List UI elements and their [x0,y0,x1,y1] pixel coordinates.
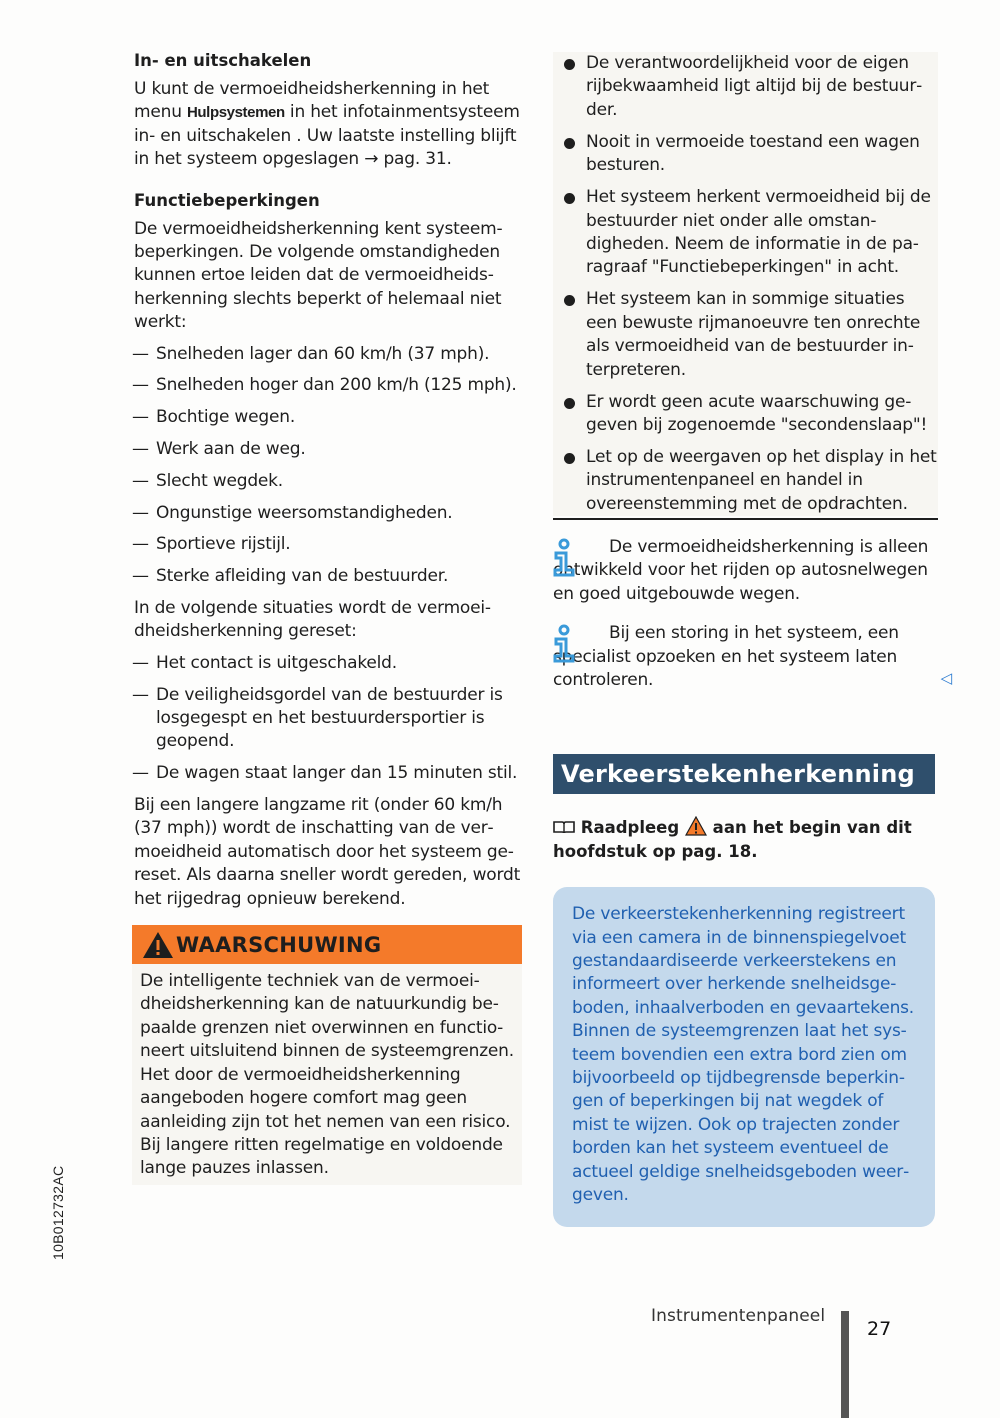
list-item: — Sterke afleiding van de bestuurder. [132,566,449,587]
list-item: — Sportieve rijstijl. [132,534,291,555]
reset-intro: In de volgende situaties wordt de vermoeidheidsherkenning gereset: [134,598,492,642]
list-item: De verantwoordelijkheid voor de eigen rijbekwaamheid ligt altijd bij de bestuurder. [553,52,938,122]
warning-box [132,925,522,1185]
list-item: Let op de weergaven op het display in het instrumentenpaneel en handel in overeenstemming met de opdrachten. [553,446,938,516]
warning-header [132,925,522,964]
info-icon [553,624,575,664]
info-icon [553,538,575,578]
limitations-intro: De vermoeidheidsherkenning kent systeembeperkingen. De volgende omstandigheden kunnen ertoe leiden dat de vermoeidheidsherkenning slechts beperkt of helemaal niet werkt: [134,218,503,333]
section-heading-limitations: Functiebeperkingen [134,190,320,210]
bullet-icon [564,59,575,70]
toggle-text-start: U kunt de vermoeidheidsherkenning in het menu [134,79,490,123]
list-item: Het systeem kan in sommige situaties een bewuste rijmanoeuvre ten onrechte als vermoeidheid van de bestuurder interpreteren. [553,288,938,382]
warning-end-rule [553,518,938,520]
list-item: — Bochtige wegen. [132,407,296,428]
list-item: — Het contact is uitgeschakeld. [132,652,397,673]
footer-divider [841,1311,849,1418]
warning-text: De intelligente techniek van de vermoeidheidsherkenning kan de natuurkundig bepaalde grenzen niet overwinnen en functioneert uitsluitend binnen de systeemgrenzen. Het door de vermoeidheidsherkenning aangeboden hogere comfort mag geen aanleiding zijn tot het nemen van een risico. Bij langere ritten regelmatige en voldoende lange pauzes inlassen. [132,964,522,1185]
section-heading-toggle: In- en uitschakelen [134,51,312,70]
list-item: — Snelheden lager dan 60 km/h (37 mph). [132,343,490,364]
right-column [553,52,952,1227]
bullet-icon [564,453,575,464]
warning-bullets [553,52,938,516]
consult-reference: Raadpleeg aan het begin van dit hoofdstuk op pag. 18. [553,818,912,861]
list-item: — De veiligheidsgordel van de bestuurder is losgegespt en het bestuurdersportier is geopend. [132,684,503,752]
slow-drive-paragraph: Bij een langere langzame rit (onder 60 km/h (37 mph)) wordt de inschatting van de vermoeidheid automatisch door het systeem gereset. Als daarna sneller wordt gereden, wordt het rijgedrag opnieuw berekend. [134,795,521,909]
book-icon [553,820,575,834]
menu-name: Hulpsystemen [186,104,285,122]
list-item: — Werk aan de weg. [132,439,306,460]
bullet-icon [564,138,575,149]
info-note-text: Bij een storing in het systeem, een specialist opzoeken en het systeem laten controleren. [553,623,899,690]
chapter-title: Instrumentenpaneel [651,1306,826,1326]
warning-triangle-icon [685,816,707,836]
warning-triangle-icon [142,930,174,960]
reset-list [132,652,522,786]
intro-box: De verkeerstekenherkenning registreert via een camera in de binnenspiegelvoet gestandaardiseerde verkeerstekens en informeert over herkende snelheidsgeboden, inhaalverboden en gevaartekens. Binnen de systeemgrenzen laat het systeem bovendien een extra bord zien om bijvoorbeeld op tijdbegrensde beperkingen of beperkingen bij nat wegdek of mist te wijzen. Ook op trajecten zonder borden kan het systeem eventueel de actueel geldige snelheidsgeboden weergeven. [553,887,935,1227]
list-item: — Ongunstige weersomstandigheden. [132,502,453,523]
limitations-list [132,343,522,589]
left-column [132,50,522,1185]
toggle-text-end: in het infotainmentsysteem in- en uitschakelen . Uw laatste instelling blijft in het systeem opgeslagen → pag. 31. [134,102,520,170]
info-note [553,536,938,606]
document-code: 10B012732AC [50,1165,66,1260]
page-number: 27 [867,1318,892,1340]
bullet-icon [564,398,575,409]
list-item: — Snelheden hoger dan 200 km/h (125 mph). [132,375,517,396]
list-item: Nooit in vermoeide toestand een wagen besturen. [553,131,938,178]
toggle-paragraph [134,78,522,172]
section-title: Verkeerstekenherkenning [553,754,935,794]
list-item: Het systeem herkent vermoeidheid bij de bestuurder niet onder alle omstandigheden. Neem de informatie in de paragraaf "Functiebeperkingen" in acht. [553,186,938,280]
list-item: — De wagen staat langer dan 15 minuten stil. [132,763,518,784]
list-item: Er wordt geen acute waarschuwing gegeven bij zogenoemde "secondenslaap"! [553,391,938,438]
info-note-text: De vermoeidheidsherkenning is alleen ontwikkeld voor het rijden op autosnelwegen en goed uitgebouwde wegen. [553,536,929,604]
section-end-arrow-icon: ◁ [940,668,952,687]
bullet-icon [564,193,575,204]
list-item: — Slecht wegdek. [132,470,284,491]
info-note [553,622,952,692]
warning-title: WAARSCHUWING [176,932,382,957]
bullet-icon [564,295,575,306]
